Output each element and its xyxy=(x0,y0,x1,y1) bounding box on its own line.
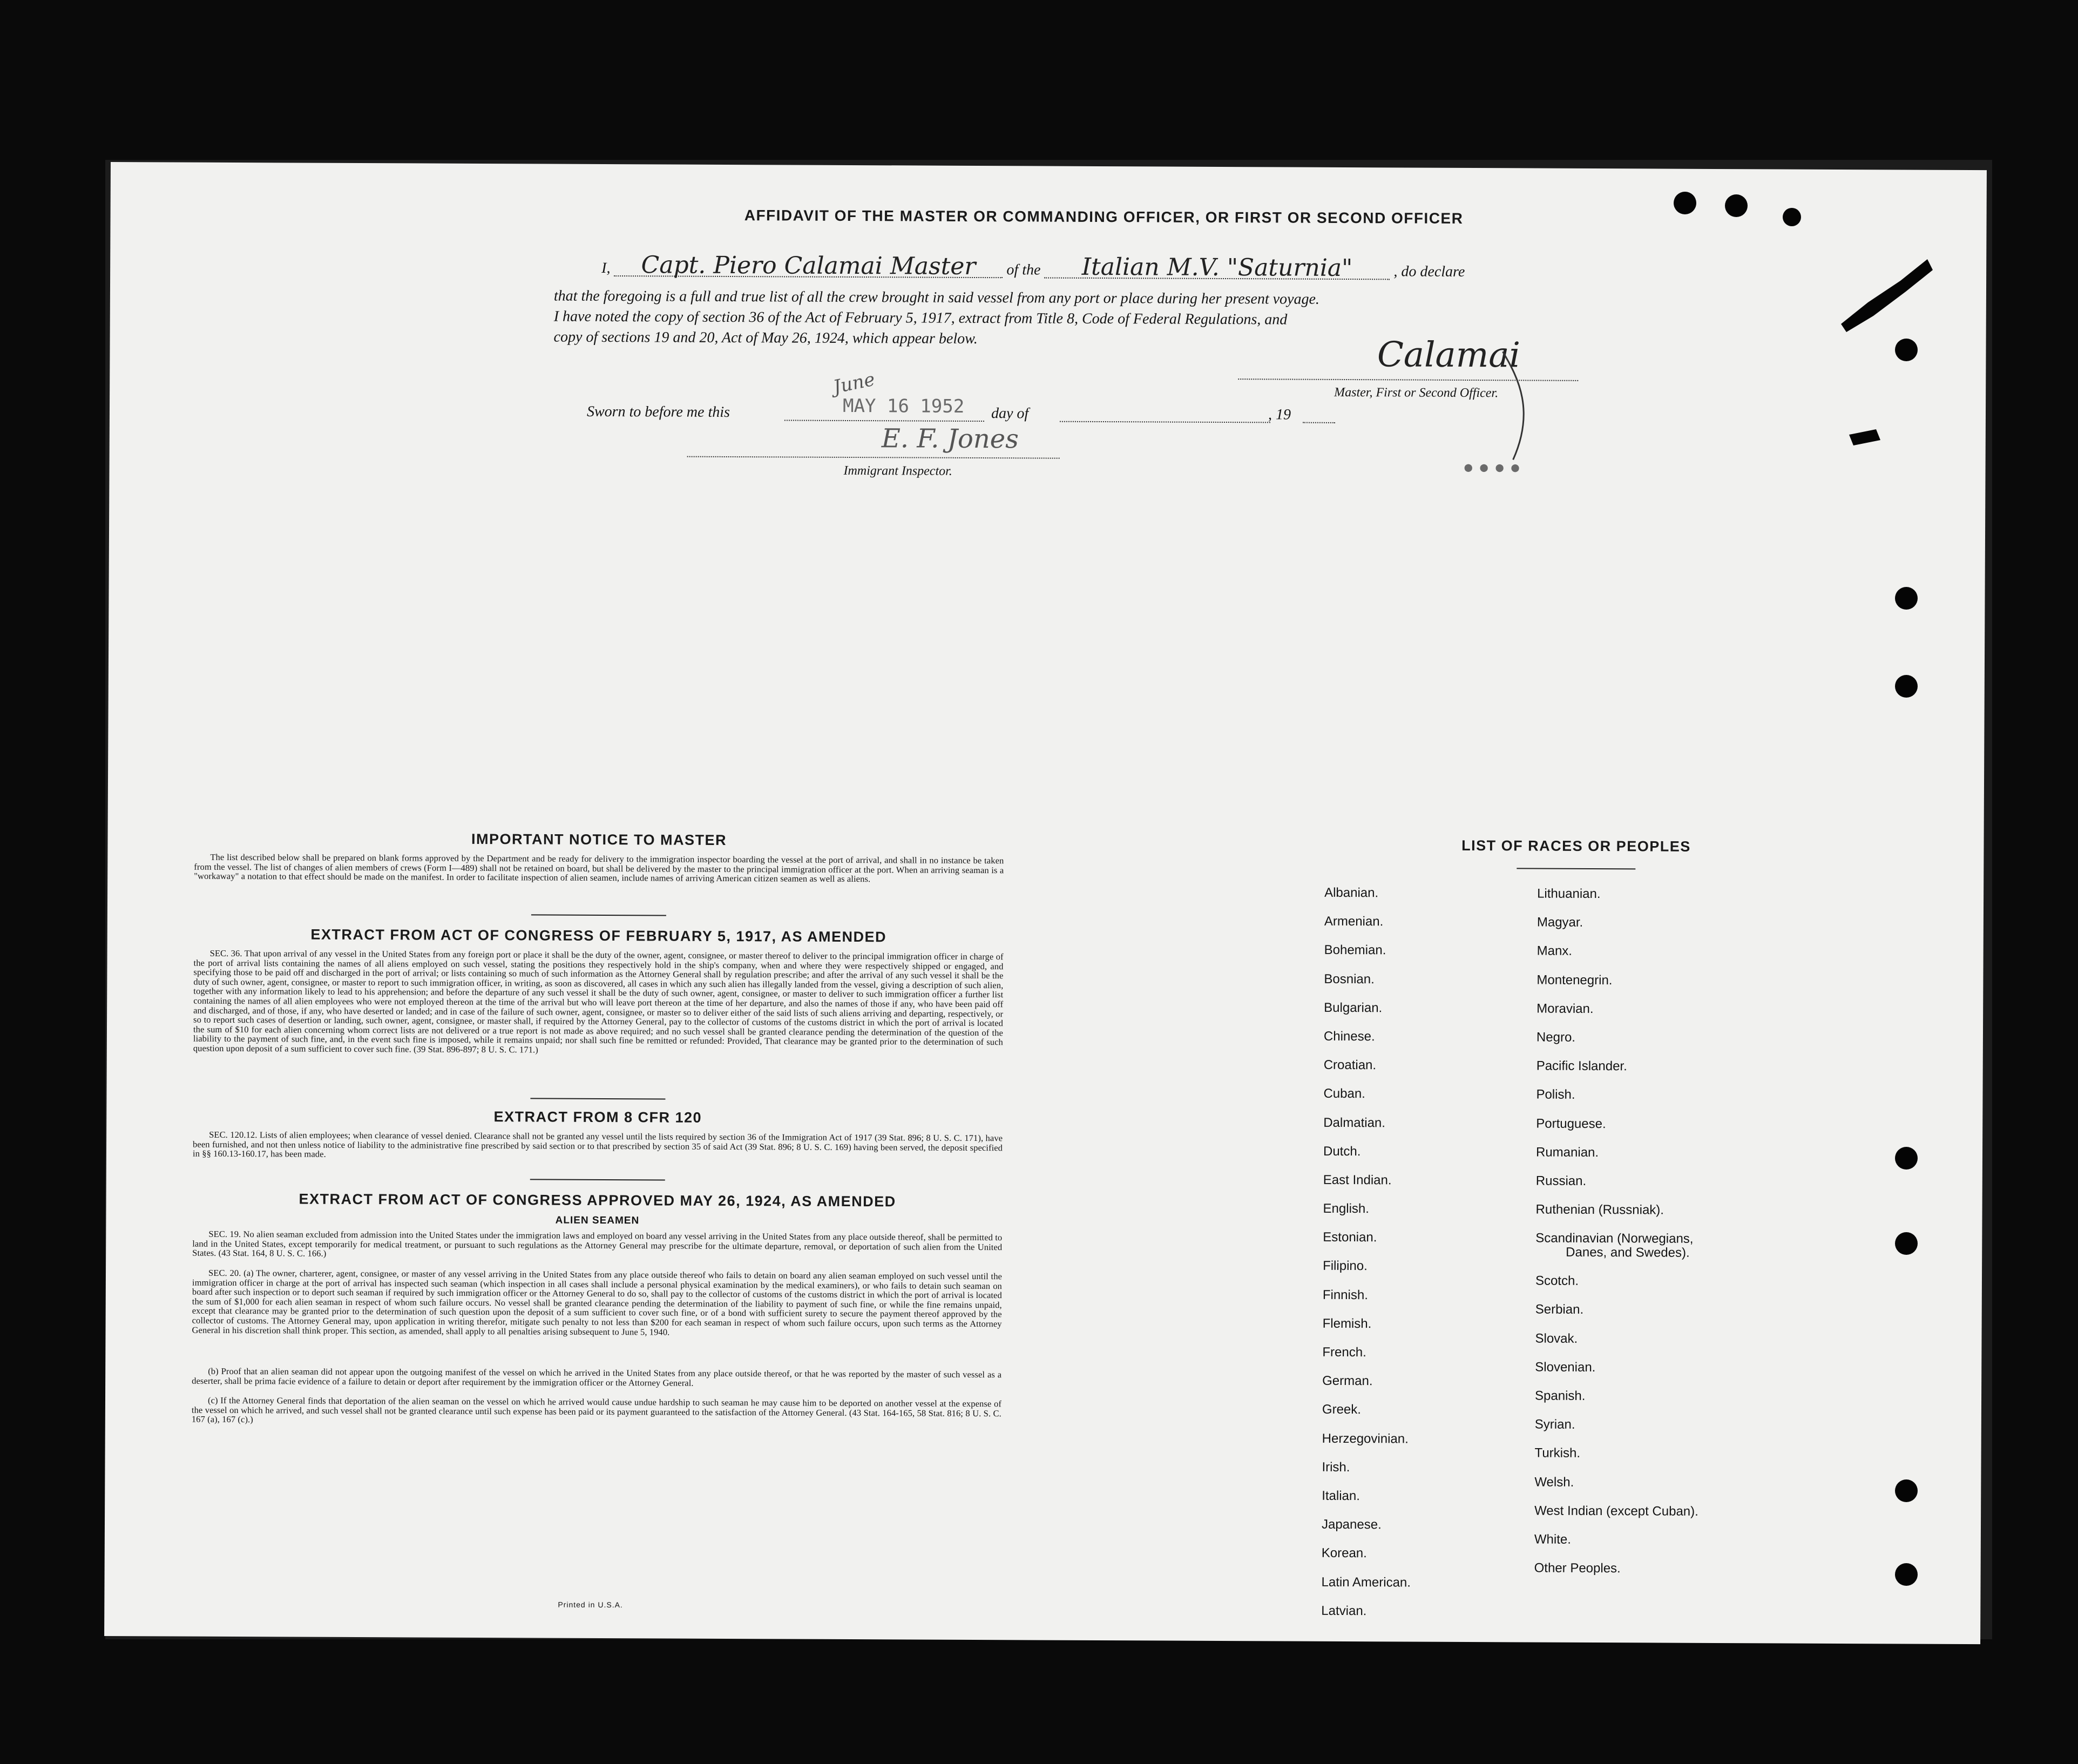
master-name-handwritten: Capt. Piero Calamai Master xyxy=(614,255,1003,278)
race-item: Croatian. xyxy=(1323,1057,1377,1073)
race-item: Montenegrin. xyxy=(1536,972,1613,988)
race-item: Ruthenian (Russniak). xyxy=(1535,1202,1664,1218)
affidavit-title: AFFIDAVIT OF THE MASTER OR COMMANDING OFFICER, OR FIRST OR SECOND OFFICER xyxy=(744,207,1464,227)
extract-cfr-body: SEC. 120.12. Lists of alien employees; when clearance of vessel denied. Clearance shall not be granted any vessel until the lists required by section 36 of the Immigration Act of 1917 (39 Stat. 896; 8 U. S. C. 171), have been furnished, and not then unless notice of liability to the administrative fine prescribed by said section or to that prescribed by section 35 of said Act (39 Stat. 896; 8 U. S. C. 169) having been served, the deposit specified in §§ 160.13-160.17, has been made. xyxy=(192,1129,1003,1159)
race-item: Moravian. xyxy=(1536,1001,1594,1016)
date-correction-handwritten: June xyxy=(831,368,877,398)
race-item: Russian. xyxy=(1535,1173,1587,1188)
race-item: Turkish. xyxy=(1534,1445,1581,1461)
race-item: Dalmatian. xyxy=(1323,1115,1386,1130)
race-item: Filipino. xyxy=(1323,1259,1368,1274)
race-item: Chinese. xyxy=(1323,1029,1375,1044)
races-right-column xyxy=(1534,887,1701,1591)
race-item: Irish. xyxy=(1322,1459,1350,1475)
race-item: Korean. xyxy=(1321,1546,1367,1561)
race-item: White. xyxy=(1534,1532,1571,1547)
extract-1924-title: EXTRACT FROM ACT OF CONGRESS APPROVED MAY 26, 1924, AS AMENDED xyxy=(299,1191,896,1210)
declaration-line-3: I have noted the copy of section 36 of the Act of February 5, 1917, extract from Title 8, Code of Federal Regulations, and xyxy=(553,308,1288,328)
race-item: Portuguese. xyxy=(1536,1116,1606,1131)
race-item: Finnish. xyxy=(1322,1287,1368,1302)
races-left-column xyxy=(1321,886,1413,1633)
race-item: Herzegovinian. xyxy=(1322,1431,1409,1447)
race-item: Cuban. xyxy=(1323,1086,1365,1101)
race-item: Armenian. xyxy=(1324,914,1384,929)
race-item: Danes, and Swedes). xyxy=(1566,1245,1690,1261)
race-item: Polish. xyxy=(1536,1087,1575,1103)
year-prefix: , 19 xyxy=(1268,406,1291,423)
race-item: Latvian. xyxy=(1321,1603,1367,1618)
divider xyxy=(530,1098,665,1099)
race-item: Bohemian. xyxy=(1324,943,1386,958)
i-label: I, xyxy=(601,259,611,277)
races-divider xyxy=(1517,868,1635,869)
race-item: Other Peoples. xyxy=(1534,1560,1621,1576)
divider xyxy=(531,914,666,916)
extract-1924-subtitle: ALIEN SEAMEN xyxy=(555,1214,640,1227)
races-title: LIST OF RACES OR PEOPLES xyxy=(1461,837,1691,855)
race-item: French. xyxy=(1322,1344,1366,1360)
do-declare-label: , do declare xyxy=(1393,263,1465,280)
race-item: Welsh. xyxy=(1534,1475,1574,1490)
race-item: Dutch. xyxy=(1323,1144,1361,1159)
year-line xyxy=(1303,422,1335,423)
declaration-line-2: that the foregoing is a full and true list of all the crew brought in said vessel from any port or place during her present voyage. xyxy=(553,287,1319,308)
extract-1924-sec20a: SEC. 20. (a) The owner, charterer, agent, consignee, or master of any vessel arriving in the United States from any place outside thereof who fails to detain on board any alien seaman employed on such vessel until the immigration officer in charge at the port of arrival has inspected such seaman (which inspection in all cases shall include a personal physical examination by the medical examiners), or who fails to detain such seaman on board after such inspection or to deport such seaman if required by such immigration officer or the Attorney General to do so, shall pay to the collector of customs of the customs district in which the port of arrival is located the sum of $1,000 for each alien seaman in respect of whom such failure occurs. No vessel shall be granted clearance pending the determination of the liability to payment of such fine, or while the fine remains unpaid, except that clearance may be granted prior to the determination of such question upon the deposit of a sum sufficient to cover such fine, or of a bond with sufficient surety to secure the payment thereof approved by the collector of customs. The Attorney General may, upon application in writing therefor, mitigate such penalty to not less than $200 for each seaman in respect of whom such failure occurs, upon such terms as the Attorney General in his discretion shall think proper. This section, as amended, shall apply to all penalties arising subsequent to June 5, 1940. xyxy=(192,1267,1003,1337)
day-of-label: day of xyxy=(991,405,1029,422)
ink-blot xyxy=(1836,248,1938,335)
race-item: English. xyxy=(1323,1201,1370,1216)
extract-cfr-title: EXTRACT FROM 8 CFR 120 xyxy=(493,1109,702,1126)
race-item: Manx. xyxy=(1536,943,1573,959)
race-item: Bulgarian. xyxy=(1324,1000,1383,1016)
ink-mark xyxy=(1849,427,1881,448)
extract-1917-body: SEC. 36. That upon arrival of any vessel in the United States from any foreign port or place it shall be the duty of the owner, agent, consignee, or master thereof to deliver to the principal immigration officer in charge of the port of arrival lists containing the names of all aliens employed on such vessel, stating the positions they respectively hold in the ship's company, when and where they were respectively shipped or engaged, and specifying those to be paid off and discharged in the port of arrival; or lists containing so much of such information as the Attorney General shall by regulation prescribe; and after the arrival of any such vessel it shall be the duty of such owner, agent, consignee, or master to report to such immigration officer, in writing, as soon as discovered, all cases in which any such alien has illegally landed from the vessel, giving a description of such alien, together with any information likely to lead to his apprehension; and before the departure of any such vessel it shall be the duty of such owner, agent, consignee, or master to deliver to such immigration officer a further list containing the names of all alien employees who were not employed thereon at the time of the arrival but who will leave port thereon at the time of her departure, and also the names of those if any, who have been paid off and discharged, and of those, if any, who have deserted or landed; and in case of the failure of such owner, agent, consignee, or master so to deliver either of the said lists of such aliens arriving and departing, respectively, or so to report such cases of desertion or landing, such owner, agent, consignee, or master shall, if required by the Attorney General, pay to the collector of customs of the customs district in which the port of arrival is located the sum of $10 for each alien concerning whom correct lists are not delivered or a true report is not made as above required; and no such vessel shall be granted clearance pending the determination of the question of the liability to the payment of such fine, and, in the event such fine is imposed, while it remains unpaid; nor shall such fine be remitted or refunded: Provided, That clearance may be granted prior to the determination of such question upon deposit of a sum sufficient to cover such fine. (39 Stat. 896-897; 8 U. S. C. 171.) xyxy=(193,948,1004,1055)
punch-hole xyxy=(1725,194,1748,217)
race-item: Rumanian. xyxy=(1535,1145,1599,1160)
signature-flourish xyxy=(1497,346,1546,470)
extract-1924-sec20b: (b) Proof that an alien seaman did not appear upon the outgoing manifest of the vessel on which he arrived in the United States from any place outside thereof, or that he was reported by the master of such vessel as a deserter, shall be prima facie evidence of a failure to detain or deport after requirement by the immigration officer or the Attorney General. xyxy=(192,1366,1002,1388)
race-item: Magyar. xyxy=(1536,915,1583,930)
race-item: Italian. xyxy=(1322,1488,1360,1504)
document-page xyxy=(104,162,1987,1644)
of-the-label: of the xyxy=(1006,261,1041,279)
notice-title: IMPORTANT NOTICE TO MASTER xyxy=(471,830,727,848)
sworn-date-line xyxy=(784,420,984,422)
race-item: Spanish. xyxy=(1534,1388,1586,1403)
master-signature: Calamai xyxy=(1377,335,1521,376)
officer-caption: Master, First or Second Officer. xyxy=(1334,385,1499,401)
vessel-name-handwritten: Italian M.V. "Saturnia" xyxy=(1044,257,1390,280)
race-item: Albanian. xyxy=(1324,885,1379,901)
race-item: Scotch. xyxy=(1535,1273,1579,1289)
race-item: Syrian. xyxy=(1534,1417,1575,1432)
race-item: Bosnian. xyxy=(1324,971,1375,986)
divider xyxy=(530,1179,665,1180)
declaration-line-4: copy of sections 19 and 20, Act of May 26, 1924, which appear below. xyxy=(553,328,978,348)
extract-1924-sec19: SEC. 19. No alien seaman excluded from admission into the United States under the immigration laws and employed on board any vessel arriving in the United States from any place outside thereof, shall be permitted to land in the United States, except temporarily for medical treatment, or pursuant to such regulations as the Attorney General may prescribe for the ultimate departure, removal, or deportation of such alien from the United States. (43 Stat. 164, 8 U. S. C. 166.) xyxy=(192,1228,1003,1259)
race-item: Estonian. xyxy=(1323,1230,1377,1245)
punch-hole xyxy=(1895,339,1918,361)
race-item: Greek. xyxy=(1322,1402,1362,1417)
declaration-line-1 xyxy=(601,251,1465,282)
faint-stamp-mark: ● ● ● ● xyxy=(1464,459,1519,475)
race-item: Pacific Islander. xyxy=(1536,1058,1627,1074)
race-item: Japanese. xyxy=(1321,1517,1382,1532)
extract-1917-title: EXTRACT FROM ACT OF CONGRESS OF FEBRUARY 5, 1917, AS AMENDED xyxy=(310,926,887,945)
race-item: Slovenian. xyxy=(1535,1360,1596,1375)
race-item: Flemish. xyxy=(1322,1316,1372,1332)
punch-hole xyxy=(1895,675,1918,698)
race-item: West Indian (except Cuban). xyxy=(1534,1503,1698,1519)
punch-hole xyxy=(1895,1147,1918,1170)
race-item: German. xyxy=(1322,1374,1373,1389)
date-stamp: MAY 16 1952 xyxy=(842,395,965,417)
inspector-signature-line xyxy=(687,456,1060,459)
race-item: Negro. xyxy=(1536,1030,1576,1045)
race-item: Latin American. xyxy=(1321,1574,1411,1590)
race-item: Lithuanian. xyxy=(1537,886,1601,902)
punch-hole xyxy=(1674,192,1696,214)
race-item: Slovak. xyxy=(1535,1331,1578,1346)
punch-hole xyxy=(1783,208,1801,226)
race-item: Serbian. xyxy=(1535,1302,1584,1317)
notice-body: The list described below shall be prepared on blank forms approved by the Department and be ready for delivery to the immigration inspector boarding the vessel at the port of arrival, and shall in no instance be taken from the vessel. The list of changes of alien members of crews (Form I—489) shall not be retained on board, but shall be delivered by the master to the principal immigration officer at the port. When an arriving seaman is a "workaway" a notation to that effect should be made on the manifest. In order to facilitate inspection of alien seamen, include names of arriving American citizen seamen as well as aliens. xyxy=(194,851,1004,884)
extract-1924-sec20c: (c) If the Attorney General finds that deportation of the alien seaman on the vessel on which he arrived would cause undue hardship to such seaman he may cause him to be deported on another vessel at the expense of the vessel on which he arrived, and such vessel shall not be granted clearance until such expense has been paid or its payment guaranteed to the satisfaction of the Attorney General. (43 Stat. 164-165, 58 Stat. 816; 8 U. S. C. 167 (a), 167 (c).) xyxy=(191,1395,1002,1425)
printed-in-usa: Printed in U.S.A. xyxy=(558,1600,623,1610)
sworn-prefix: Sworn to before me this xyxy=(586,403,730,421)
punch-hole xyxy=(1895,587,1918,610)
punch-hole xyxy=(1895,1232,1918,1255)
inspector-caption: Immigrant Inspector. xyxy=(843,463,952,478)
punch-hole xyxy=(1895,1479,1918,1502)
race-item: Scandinavian (Norwegians, xyxy=(1535,1231,1694,1247)
month-line xyxy=(1060,421,1270,423)
punch-hole xyxy=(1895,1563,1918,1586)
race-item: East Indian. xyxy=(1323,1172,1392,1188)
inspector-signature: E. F. Jones xyxy=(881,423,1019,455)
